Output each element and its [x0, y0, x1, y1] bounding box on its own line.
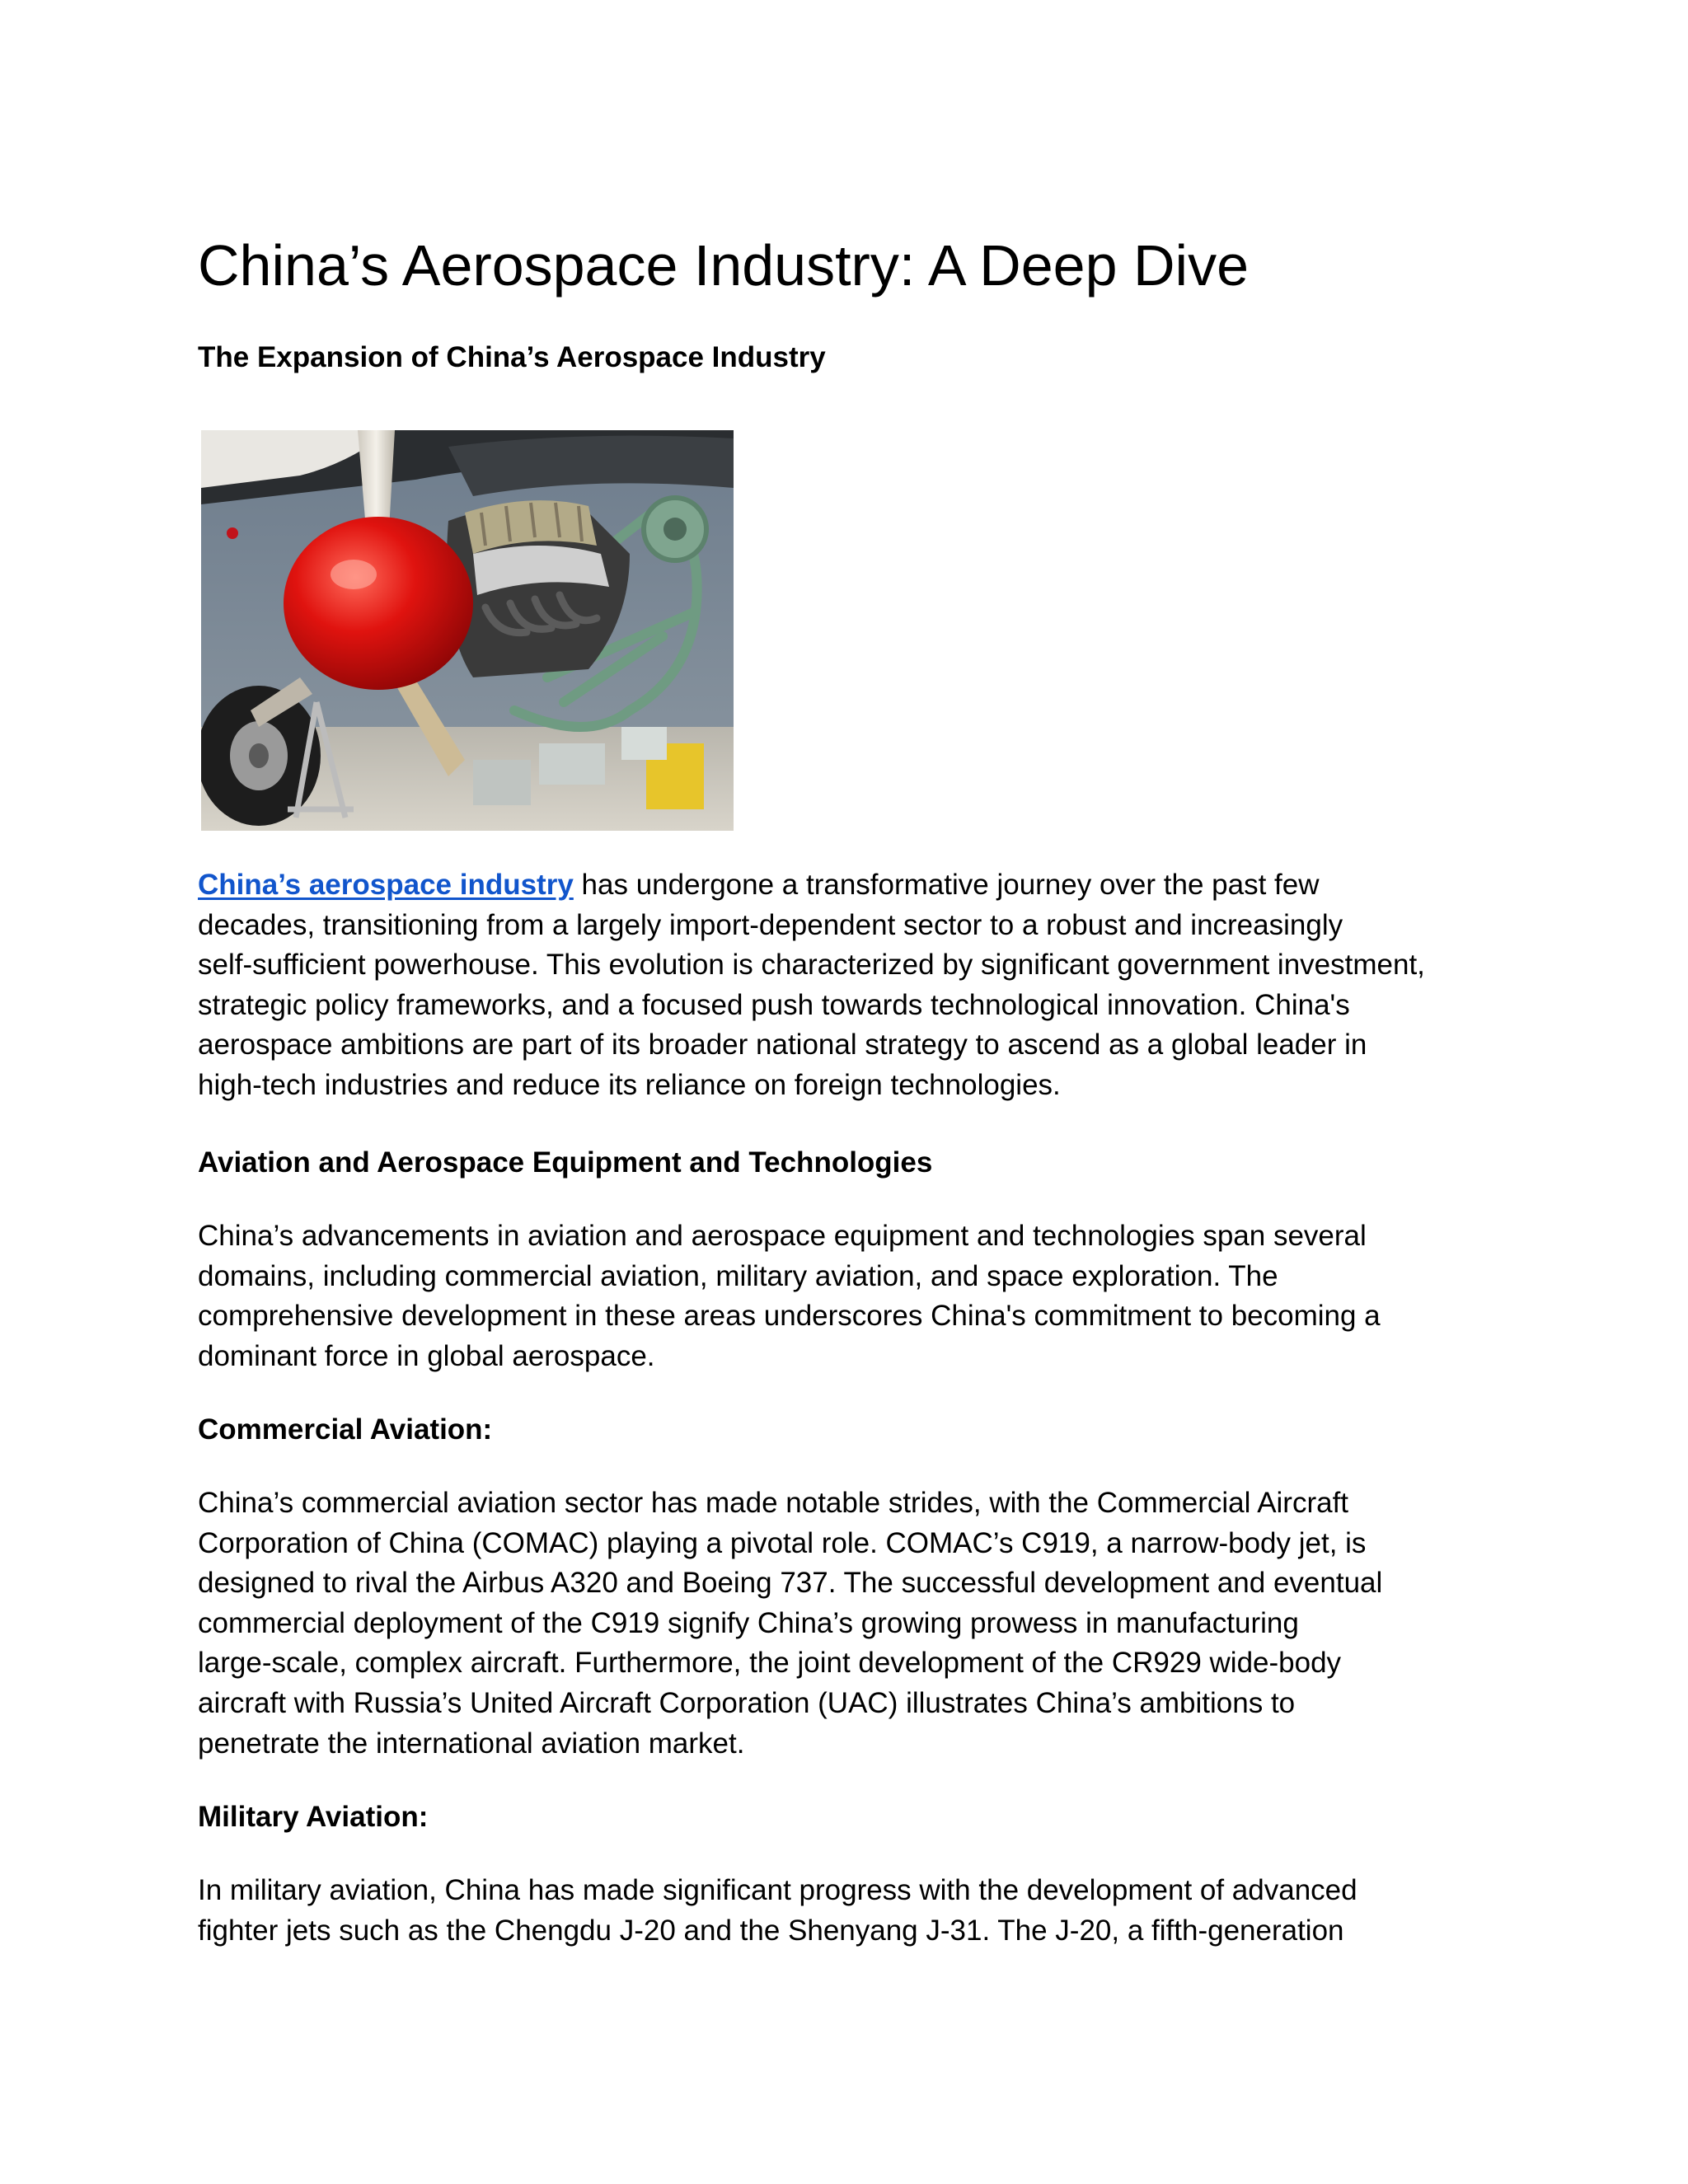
commercial-line: penetrate the international aviation market. — [198, 1727, 745, 1760]
equipment-line: dominant force in global aerospace. — [198, 1339, 655, 1372]
intro-line: aerospace ambitions are part of its broader national strategy to ascend as a global leader in — [198, 1029, 1367, 1062]
intro-line: high-tech industries and reduce its reliance on foreign technologies. — [198, 1068, 1061, 1101]
equipment-line: China’s advancements in aviation and aerospace equipment and technologies span several — [198, 1220, 1367, 1252]
military-line: fighter jets such as the Chengdu J-20 and the Shenyang J-31. The J-20, a fifth-generation — [198, 1914, 1344, 1947]
commercial-line: aircraft with Russia’s United Aircraft Corporation (UAC) illustrates China’s ambitions to — [198, 1686, 1296, 1719]
commercial-line: China’s commercial aviation sector has made notable strides, with the Commercial Aircraft — [198, 1487, 1349, 1519]
commercial-line: Corporation of China (COMAC) playing a pivotal role. COMAC’s C919, a narrow-body jet, is — [198, 1526, 1367, 1559]
commercial-line: large-scale, complex aircraft. Furthermore, the joint development of the CR929 wide-body — [198, 1647, 1342, 1680]
intro-line: self-sufficient powerhouse. This evolution is characterized by significant government investment, — [198, 949, 1425, 982]
document-title: China’s Aerospace Industry: A Deep Dive — [198, 233, 1250, 298]
commercial-line: designed to rival the Airbus A320 and Boeing 737. The successful development and eventual — [198, 1567, 1383, 1600]
intro-line-1-text: has undergone a transformative journey over the past few — [573, 869, 1320, 901]
equipment-line: domains, including commercial aviation, military aviation, and space exploration. The — [198, 1259, 1278, 1292]
intro-line-1 — [198, 865, 1425, 906]
commercial-line: commercial deployment of the C919 signify China’s growing prowess in manufacturing — [198, 1606, 1299, 1639]
heading-commercial-aviation: Commercial Aviation: — [198, 1413, 493, 1446]
heading-expansion: The Expansion of China’s Aerospace Industry — [198, 341, 826, 373]
aircraft-engine-illustration — [201, 430, 734, 831]
military-paragraph — [198, 1871, 1357, 1951]
aerospace-industry-link[interactable]: China’s aerospace industry — [198, 869, 574, 901]
intro-paragraph — [198, 865, 1425, 1106]
equipment-paragraph — [198, 1216, 1381, 1376]
intro-line: decades, transitioning from a largely import-dependent sector to a robust and increasingly — [198, 908, 1343, 941]
military-line: In military aviation, China has made significant progress with the development of advanced — [198, 1874, 1357, 1906]
commercial-paragraph — [198, 1483, 1382, 1764]
equipment-line: comprehensive development in these areas underscores China's commitment to becoming a — [198, 1300, 1381, 1333]
heading-equipment: Aviation and Aerospace Equipment and Technologies — [198, 1146, 933, 1179]
aircraft-engine-image — [201, 430, 734, 831]
heading-military-aviation: Military Aviation: — [198, 1801, 429, 1833]
intro-line: strategic policy frameworks, and a focused push towards technological innovation. China's — [198, 988, 1350, 1021]
